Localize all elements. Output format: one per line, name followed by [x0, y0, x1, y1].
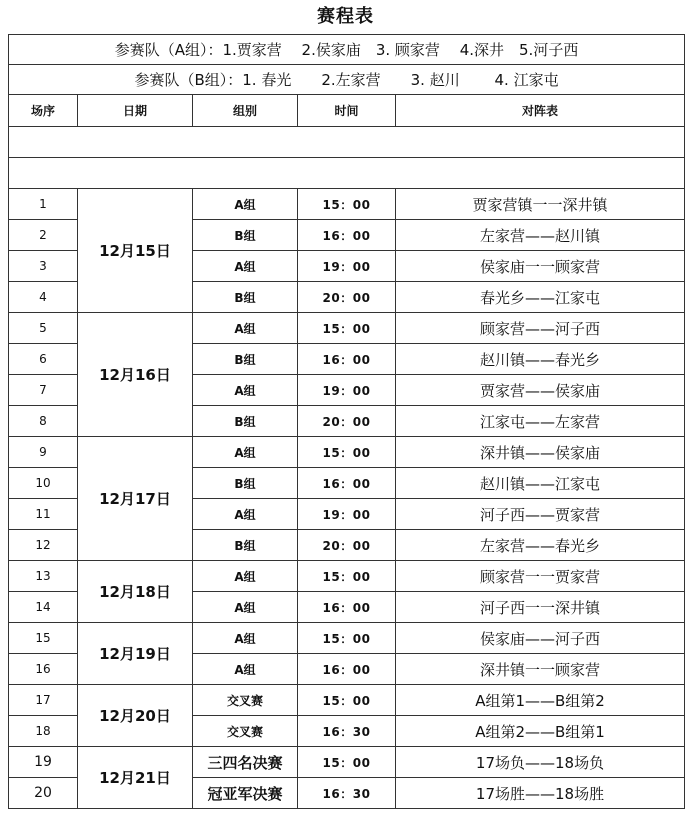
match-group: B组	[193, 344, 298, 375]
header-seq: 场序	[9, 95, 78, 127]
match-pairing: 贾家营镇一一深井镇	[396, 189, 685, 220]
table-row	[9, 747, 685, 778]
match-pairing: 左家营——春光乡	[396, 530, 685, 561]
match-date: 12月16日	[78, 313, 193, 437]
match-pairing: 赵川镇——春光乡	[396, 344, 685, 375]
match-seq: 14	[9, 592, 78, 623]
teams-a-row	[9, 35, 685, 65]
match-time: 20：00	[298, 282, 396, 313]
match-pairing: 深井镇——侯家庙	[396, 437, 685, 468]
schedule-table	[8, 34, 685, 809]
teams-a-text: 参赛队（A组）：1.贾家营 2.侯家庙 3. 顾家营 4.深井 5.河子西	[9, 35, 685, 65]
table-row	[9, 685, 685, 716]
match-group: A组	[193, 437, 298, 468]
match-time: 19：00	[298, 499, 396, 530]
match-group: 冠亚军决赛	[193, 778, 298, 809]
match-time: 16：00	[298, 344, 396, 375]
table-row	[9, 437, 685, 468]
match-seq: 7	[9, 375, 78, 406]
match-group: A组	[193, 189, 298, 220]
header-time: 时间	[298, 95, 396, 127]
match-date: 12月18日	[78, 561, 193, 623]
match-pairing: 江家屯——左家营	[396, 406, 685, 437]
match-group: 交叉赛	[193, 685, 298, 716]
match-seq: 4	[9, 282, 78, 313]
match-group: 交叉赛	[193, 716, 298, 747]
match-seq: 13	[9, 561, 78, 592]
match-time: 15：00	[298, 313, 396, 344]
blank-cell	[9, 158, 685, 189]
match-seq: 15	[9, 623, 78, 654]
match-seq: 11	[9, 499, 78, 530]
match-pairing: 顾家营——河子西	[396, 313, 685, 344]
match-time: 16：30	[298, 778, 396, 809]
match-group: A组	[193, 623, 298, 654]
header-row	[9, 95, 685, 127]
match-time: 16：00	[298, 654, 396, 685]
match-seq: 17	[9, 685, 78, 716]
match-group: A组	[193, 251, 298, 282]
match-pairing: 左家营——赵川镇	[396, 220, 685, 251]
match-group: A组	[193, 654, 298, 685]
match-time: 19：00	[298, 375, 396, 406]
blank-row	[9, 158, 685, 189]
match-group: 三四名决赛	[193, 747, 298, 778]
match-seq: 3	[9, 251, 78, 282]
match-pairing: 河子西一一深井镇	[396, 592, 685, 623]
match-seq: 2	[9, 220, 78, 251]
match-seq: 10	[9, 468, 78, 499]
match-seq: 12	[9, 530, 78, 561]
match-time: 20：00	[298, 530, 396, 561]
match-group: A组	[193, 592, 298, 623]
teams-b-row	[9, 65, 685, 95]
match-time: 15：00	[298, 437, 396, 468]
page-title: 赛程表	[317, 6, 374, 27]
match-time: 15：00	[298, 623, 396, 654]
match-seq: 1	[9, 189, 78, 220]
match-seq: 19	[9, 747, 78, 778]
match-time: 15：00	[298, 685, 396, 716]
match-date: 12月21日	[78, 747, 193, 809]
blank-cell	[9, 127, 685, 158]
match-pairing: 春光乡——江家屯	[396, 282, 685, 313]
match-time: 20：00	[298, 406, 396, 437]
match-seq: 5	[9, 313, 78, 344]
match-pairing: 侯家庙一一顾家营	[396, 251, 685, 282]
match-pairing: 贾家营——侯家庙	[396, 375, 685, 406]
match-seq: 20	[9, 778, 78, 809]
match-time: 16：30	[298, 716, 396, 747]
table-row	[9, 561, 685, 592]
header-date: 日期	[78, 95, 193, 127]
match-group: A组	[193, 375, 298, 406]
match-seq: 6	[9, 344, 78, 375]
match-pairing: 17场负——18场负	[396, 747, 685, 778]
match-pairing: A组第2——B组第1	[396, 716, 685, 747]
match-group: B组	[193, 406, 298, 437]
match-pairing: 赵川镇——江家屯	[396, 468, 685, 499]
match-group: A组	[193, 561, 298, 592]
match-pairing: 顾家营一一贾家营	[396, 561, 685, 592]
match-seq: 18	[9, 716, 78, 747]
match-time: 15：00	[298, 747, 396, 778]
match-time: 16：00	[298, 468, 396, 499]
match-time: 16：00	[298, 220, 396, 251]
match-group: A组	[193, 499, 298, 530]
match-pairing: A组第1——B组第2	[396, 685, 685, 716]
match-pairing: 河子西——贾家营	[396, 499, 685, 530]
match-group: B组	[193, 282, 298, 313]
table-row	[9, 623, 685, 654]
header-group: 组别	[193, 95, 298, 127]
match-time: 15：00	[298, 189, 396, 220]
match-group: B组	[193, 530, 298, 561]
match-group: B组	[193, 220, 298, 251]
match-seq: 16	[9, 654, 78, 685]
match-pairing: 侯家庙——河子西	[396, 623, 685, 654]
teams-b-text: 参赛队（B组）：1. 春光 2.左家营 3. 赵川 4. 江家屯	[9, 65, 685, 95]
table-row	[9, 313, 685, 344]
match-group: A组	[193, 313, 298, 344]
match-group: B组	[193, 468, 298, 499]
match-date: 12月20日	[78, 685, 193, 747]
match-time: 15：00	[298, 561, 396, 592]
match-time: 16：00	[298, 592, 396, 623]
blank-row	[9, 127, 685, 158]
header-matchup: 对阵表	[396, 95, 685, 127]
match-date: 12月17日	[78, 437, 193, 561]
match-date: 12月19日	[78, 623, 193, 685]
match-seq: 9	[9, 437, 78, 468]
match-seq: 8	[9, 406, 78, 437]
match-pairing: 深井镇一一顾家营	[396, 654, 685, 685]
match-date: 12月15日	[78, 189, 193, 313]
match-pairing: 17场胜——18场胜	[396, 778, 685, 809]
match-time: 19：00	[298, 251, 396, 282]
table-row	[9, 189, 685, 220]
